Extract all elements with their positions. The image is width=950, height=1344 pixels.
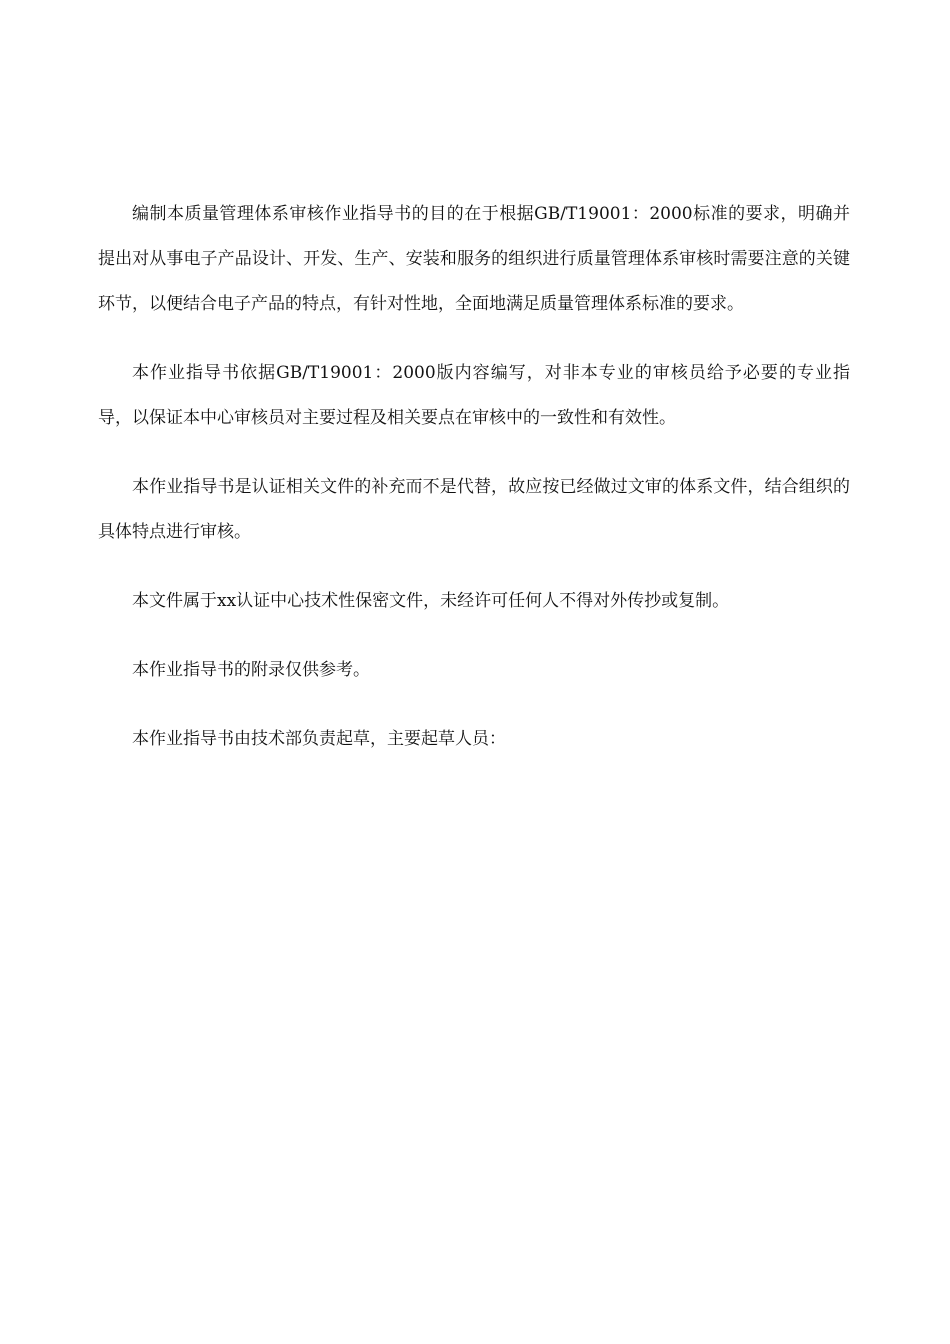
document-body (98, 192, 850, 762)
paragraph-basis: 本作业指导书依据GB/T19001：2000版内容编写，对非本专业的审核员给予必要的专业指导，以保证本中心审核员对主要过程及相关要点在审核中的一致性和有效性。 (98, 363, 850, 428)
paragraph-drafting: 本作业指导书由技术部负责起草，主要起草人员： (132, 729, 506, 749)
paragraph-confidential: 本文件属于xx认证中心技术性保密文件，未经许可任何人不得对外传抄或复制。 (132, 591, 730, 611)
paragraph-purpose: 编制本质量管理体系审核作业指导书的目的在于根据GB/T19001：2000标准的要求，明确并提出对从事电子产品设计、开发、生产、安装和服务的组织进行质量管理体系审核时需要注意的关键环节，以便结合电子产品的特点，有针对性地，全面地满足质量管理体系标准的要求。 (98, 204, 850, 314)
paragraph-appendix: 本作业指导书的附录仅供参考。 (132, 660, 370, 680)
paragraph-supplement: 本作业指导书是认证相关文件的补充而不是代替，故应按已经做过文审的体系文件，结合组织的具体特点进行审核。 (98, 477, 850, 542)
